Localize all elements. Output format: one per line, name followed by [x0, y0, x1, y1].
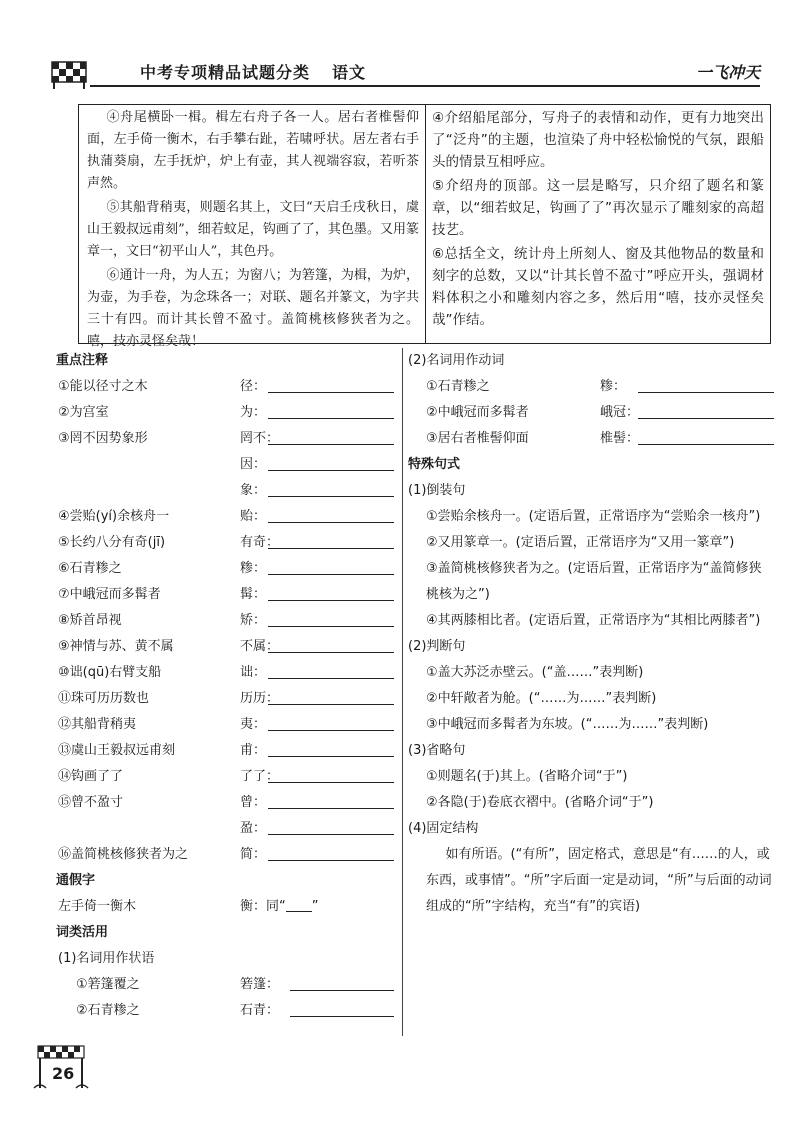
sentence-item: ④其两膝相比者。(定语后置，正常语序为“其相比两膝者”) [426, 613, 761, 628]
note-question: ⑧矫首昂视 [58, 613, 122, 628]
note-row [56, 712, 394, 738]
brand-label: 一飞冲天 [695, 63, 760, 82]
note-question: ⑪珠可历历数也 [58, 691, 150, 706]
sub-heading: (2)名词用作动词 [408, 353, 505, 368]
analysis-paragraph: ⑥总括全文，统计舟上所刻人、窗及其他物品的数量和刻字的总数，又以“计其长曾不盈寸”呼应开头，强调材料体积之小和雕刻内容之多，然后用“嘻，技亦灵怪矣哉”作结。 [432, 246, 764, 328]
note-question: ①石青糁之 [426, 379, 490, 394]
note-key: 曾： [240, 795, 267, 810]
note-key: 矫： [240, 613, 267, 628]
note-row [56, 790, 394, 816]
answer-blank[interactable] [268, 652, 394, 653]
sub-heading: (1)倒装句 [408, 483, 466, 498]
note-row [56, 426, 394, 452]
answer-blank[interactable] [638, 418, 774, 419]
note-question: 左手倚一衡木 [58, 899, 137, 914]
passage-analysis-table [78, 104, 771, 349]
answer-blank[interactable] [638, 444, 774, 445]
note-question: ⑨神情与苏、黄不属 [58, 639, 174, 654]
sentence-item: ②各隐(于)卷底衣褶中。(省略介词“于”) [426, 795, 654, 810]
note-key: 夷： [240, 717, 267, 732]
answer-blank[interactable] [268, 704, 394, 705]
answer-blank[interactable] [268, 730, 394, 731]
answer-blank[interactable] [268, 522, 394, 523]
note-row [56, 582, 394, 608]
note-row [56, 816, 394, 842]
note-key [240, 894, 319, 920]
note-key: 简： [240, 847, 267, 862]
note-key: 了了： [240, 769, 280, 784]
passage-column [79, 105, 426, 349]
verb-row [408, 374, 774, 400]
note-row [56, 842, 394, 868]
answer-blank[interactable] [268, 548, 394, 549]
note-question: ⑬虞山王毅叔远甫刻 [58, 743, 176, 758]
sentence-item: ③盖简桃核修狭者为之。(定语后置，正常语序为“盖简修狭桃核为之”) [426, 561, 762, 602]
note-question: ⑫其船背稍夷 [58, 717, 137, 732]
cilei-row [56, 998, 394, 1024]
note-question: ①箬篷覆之 [76, 977, 140, 992]
note-question: ②中峨冠而多髯者 [426, 405, 529, 420]
note-key: 有奇： [240, 535, 280, 550]
page-footer [30, 1042, 100, 1092]
note-key: 盈： [240, 821, 267, 836]
answer-blank[interactable] [268, 782, 394, 783]
header-rule [90, 85, 760, 87]
section-heading: 重点注释 [56, 353, 109, 368]
sentence-item: ①盖大苏泛赤壁云。(“盖……”表判断) [426, 665, 644, 680]
answer-blank[interactable] [268, 470, 394, 471]
answer-blank[interactable] [268, 574, 394, 575]
note-question: ④尝贻(yí)余核舟一 [58, 509, 170, 524]
note-question: ③居右者椎髻仰面 [426, 431, 529, 446]
answer-blank[interactable] [268, 418, 394, 419]
note-question: ⑯盖简桃核修狭者为之 [58, 847, 189, 862]
sentence-item: ②中轩敞者为舱。(“……为……”表判断) [426, 691, 657, 706]
answer-blank[interactable] [268, 600, 394, 601]
answer-blank[interactable] [290, 1016, 394, 1017]
passage-paragraph: ⑥通计一舟，为人五；为窗八；为箬篷，为楫，为炉，为壶，为手卷，为念珠各一；对联、题名并篆文，为字共三十有四。而计其长曾不盈寸。盖简桃核修狭者为之。嘻，技亦灵怪矣哉！ [87, 268, 419, 349]
note-row [56, 478, 394, 504]
answer-blank[interactable] [286, 897, 312, 912]
note-key: 径： [240, 379, 267, 394]
sentence-item: ①尝贻余核舟一。(定语后置，正常语序为“尝贻余一核舟”) [426, 509, 761, 524]
page-number: 26 [52, 1064, 75, 1083]
verb-row [408, 400, 774, 426]
note-question: ⑤长约八分有奇(jī) [58, 535, 166, 550]
note-key: 椎髻： [600, 431, 640, 446]
note-row [56, 738, 394, 764]
passage-paragraph: ④舟尾横卧一楫。楫左右舟子各一人。居右者椎髻仰面，左手倚一衡木，右手攀右趾，若啸呼状。居左者右手执蒲葵扇，左手抚炉，炉上有壶，其人视端容寂，若听茶声然。 [87, 110, 419, 191]
note-key: 甫： [240, 743, 267, 758]
answer-blank[interactable] [268, 860, 394, 861]
answer-blank[interactable] [268, 626, 394, 627]
note-key-end: ” [311, 899, 319, 914]
checkered-flag-icon [50, 58, 90, 90]
note-row [56, 452, 394, 478]
note-question: ①能以径寸之木 [58, 379, 148, 394]
note-key: 石青： [240, 1003, 280, 1018]
note-question: ⑥石青糁之 [58, 561, 122, 576]
note-key: 不属： [240, 639, 280, 654]
note-row [56, 686, 394, 712]
note-question: ⑦中峨冠而多髯者 [58, 587, 161, 602]
answer-blank[interactable] [268, 678, 394, 679]
note-key-text: 衡：同“ [240, 899, 286, 914]
passage-paragraph: ⑤其船背稍夷，则题名其上，文曰“天启壬戌秋日，虞山王毅叔远甫刻”，细若蚊足，钩画了了，其色墨。又用篆章一，文曰“初平山人”，其色丹。 [87, 200, 419, 259]
column-divider [402, 348, 403, 1036]
answer-blank[interactable] [290, 990, 394, 991]
note-row [56, 634, 394, 660]
note-key: 为： [240, 405, 267, 420]
note-key: 历历： [240, 691, 280, 706]
sub-heading: (3)省略句 [408, 743, 466, 758]
note-question: ③罔不因势象形 [58, 431, 148, 446]
note-question: ⑭钩画了了 [58, 769, 124, 784]
note-key: 箬篷： [240, 977, 280, 992]
note-key: 糁： [240, 561, 267, 576]
answer-blank[interactable] [268, 496, 394, 497]
sub-heading: (4)固定结构 [408, 821, 479, 836]
tongjia-row [56, 894, 394, 920]
subject-label: 语文 [332, 63, 367, 82]
series-title: 中考专项精品试题分类 [140, 63, 311, 82]
section-heading: 通假字 [56, 873, 96, 888]
note-row [56, 530, 394, 556]
sub-heading: (1)名词用作状语 [58, 951, 155, 966]
note-row [56, 504, 394, 530]
answer-blank[interactable] [268, 834, 394, 835]
header-title [140, 60, 366, 83]
sentence-item: ②又用篆章一。(定语后置，正常语序为“又用一篆章”) [426, 535, 735, 550]
section-heading: 词类活用 [56, 925, 109, 940]
note-key: 峨冠： [600, 405, 640, 420]
note-key: 罔不： [240, 431, 280, 446]
answer-blank[interactable] [268, 444, 394, 445]
right-column [408, 348, 774, 920]
sub-heading: (2)判断句 [408, 639, 466, 654]
analysis-paragraph: ④介绍船尾部分，写舟子的表情和动作，更有力地突出了“泛舟”的主题，也渲染了舟中轻松愉悦的气氛，跟船头的情景互相呼应。 [432, 110, 764, 170]
cilei-row [56, 972, 394, 998]
notes-list [56, 374, 394, 868]
answer-blank[interactable] [268, 808, 394, 809]
note-question: ②为宫室 [58, 405, 109, 420]
note-row [56, 608, 394, 634]
note-question: ⑮曾不盈寸 [58, 795, 124, 810]
verb-row [408, 426, 774, 452]
sub-heading-row [56, 946, 394, 972]
note-key: 髯： [240, 587, 267, 602]
answer-blank[interactable] [638, 392, 774, 393]
note-question: ②石青糁之 [76, 1003, 140, 1018]
note-row [56, 660, 394, 686]
note-key: 诎： [240, 665, 267, 680]
note-key: 因： [240, 457, 267, 472]
note-row [56, 556, 394, 582]
note-key: 象： [240, 483, 267, 498]
note-key: 贻： [240, 509, 267, 524]
analysis-paragraph: ⑤介绍舟的顶部。这一层是略写，只介绍了题名和篆章，以“细若蚊足，钩画了了”再次显示了雕刻家的高超技艺。 [432, 178, 764, 238]
analysis-column [426, 105, 770, 343]
section-heading: 特殊句式 [408, 457, 461, 472]
sentence-item: ③中峨冠而多髯者为东坡。(“……为……”表判断) [426, 717, 709, 732]
sentence-item: ①则题名(于)其上。(省略介词“于”) [426, 769, 628, 784]
answer-blank[interactable] [268, 392, 394, 393]
note-question: ⑩诎(qū)右臂支船 [58, 665, 162, 680]
answer-blank[interactable] [268, 756, 394, 757]
note-row [56, 374, 394, 400]
page-header [50, 50, 760, 94]
fixed-structure-text: 如有所语。(“有所”，固定格式，意思是“有……的人，或东西，或事情”。“所”字后面一定是动词，“所”与后面的动词组成的“所”字结构，充当“有”的宾语) [426, 847, 772, 914]
left-column [56, 348, 394, 1024]
note-key: 糁： [600, 379, 627, 394]
note-row [56, 764, 394, 790]
note-row [56, 400, 394, 426]
